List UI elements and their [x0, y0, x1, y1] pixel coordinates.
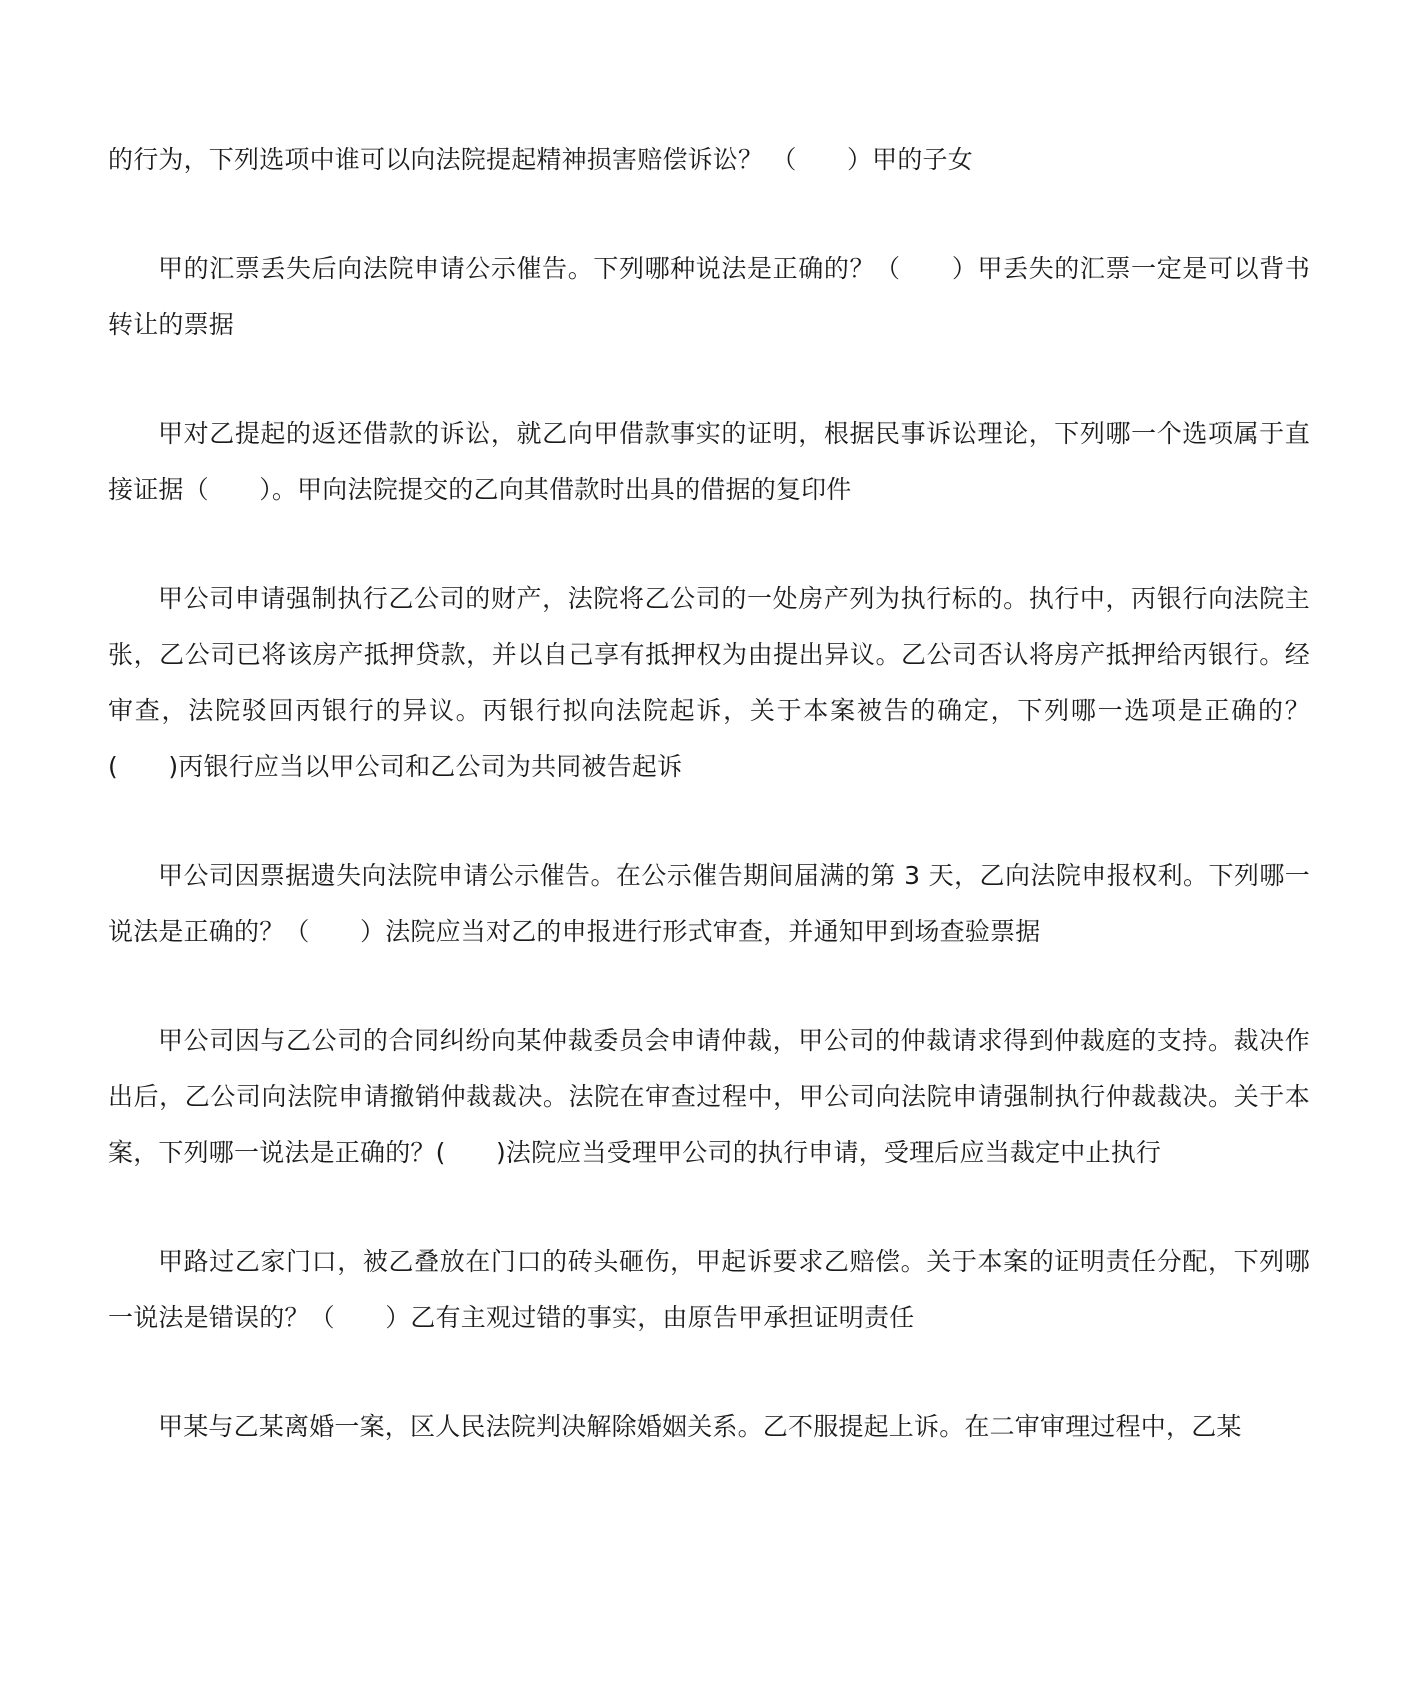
- paragraph-6: 甲公司因与乙公司的合同纠纷向某仲裁委员会申请仲裁，甲公司的仲裁请求得到仲裁庭的支持。裁决作出后，乙公司向法院申请撤销仲裁裁决。法院在审查过程中，甲公司向法院申请强制执行仲裁裁决。关于本案，下列哪一说法是正确的？( )法院应当受理甲公司的执行申请，受理后应当裁定中止执行: [108, 1026, 1310, 1167]
- paragraph-1: 的行为，下列选项中谁可以向法院提起精神损害赔偿诉讼？ （ ）甲的子女: [108, 145, 973, 174]
- document-page: [108, 132, 1310, 1508]
- paragraph-5: 甲公司因票据遗失向法院申请公示催告。在公示催告期间届满的第 3 天，乙向法院申报权利。下列哪一说法是正确的？（ ）法院应当对乙的申报进行形式审查，并通知甲到场查验票据: [108, 861, 1310, 946]
- paragraph-4: 甲公司申请强制执行乙公司的财产，法院将乙公司的一处房产列为执行标的。执行中，丙银行向法院主张，乙公司已将该房产抵押贷款，并以自己享有抵押权为由提出异议。乙公司否认将房产抵押给丙银行。经审查，法院驳回丙银行的异议。丙银行拟向法院起诉，关于本案被告的确定，下列哪一选项是正确的？( )丙银行应当以甲公司和乙公司为共同被告起诉: [108, 584, 1310, 781]
- paragraph-2: 甲的汇票丢失后向法院申请公示催告。下列哪种说法是正确的？（ ）甲丢失的汇票一定是可以背书转让的票据: [108, 254, 1310, 339]
- paragraph-3: 甲对乙提起的返还借款的诉讼，就乙向甲借款事实的证明，根据民事诉讼理论，下列哪一个选项属于直接证据（ ）。甲向法院提交的乙向其借款时出具的借据的复印件: [108, 419, 1310, 504]
- paragraph-8: 甲某与乙某离婚一案，区人民法院判决解除婚姻关系。乙不服提起上诉。在二审审理过程中，乙某: [158, 1412, 1242, 1441]
- paragraph-7: 甲路过乙家门口，被乙叠放在门口的砖头砸伤，甲起诉要求乙赔偿。关于本案的证明责任分配，下列哪一说法是错误的？（ ）乙有主观过错的事实，由原告甲承担证明责任: [108, 1247, 1310, 1332]
